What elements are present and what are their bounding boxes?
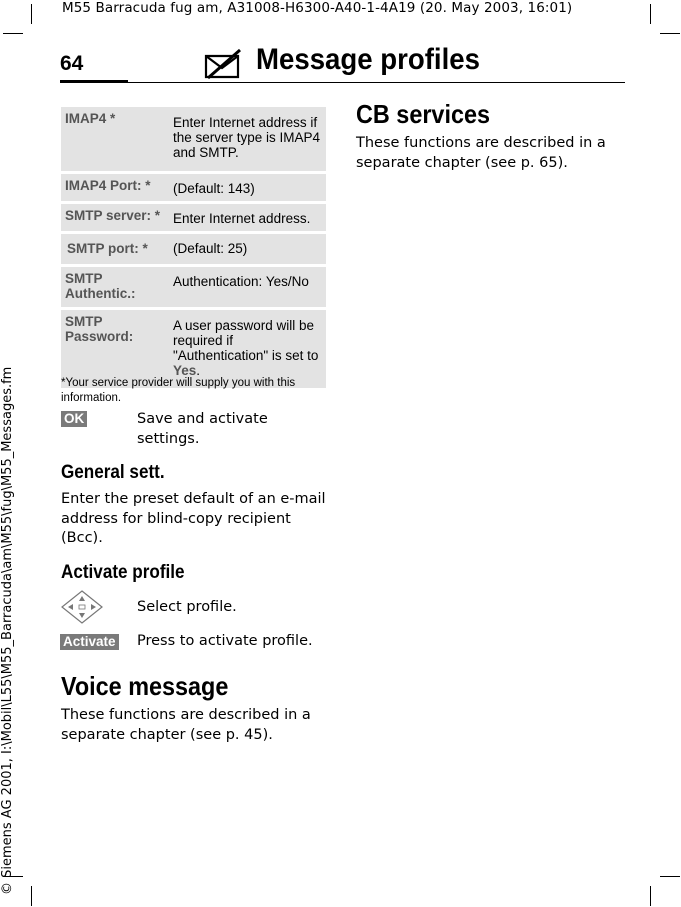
ok-description: Save and activate settings. <box>137 411 268 447</box>
setting-name: IMAP4 * <box>61 107 169 171</box>
cb-services-heading: CB services <box>356 99 491 129</box>
table-row <box>61 267 326 307</box>
setting-name: SMTP port: * <box>61 234 169 264</box>
footnote: *Your service provider will supply you with this information. <box>61 377 296 404</box>
general-sett-heading: General sett. <box>61 462 165 483</box>
setting-name: SMTP Password: <box>61 310 169 388</box>
voice-message-heading: Voice message <box>61 671 229 701</box>
settings-table <box>61 104 326 391</box>
description-text: A user password will be required if "Authentication" is set to <box>173 318 319 363</box>
crop-mark <box>650 886 651 906</box>
activate-softkey: Activate <box>60 634 119 650</box>
general-sett-text: Enter the preset default of an e-mail address for blind-copy recipient (Bcc). <box>61 491 326 546</box>
table-row <box>61 234 326 264</box>
page-number-rule <box>60 80 128 83</box>
voice-message-text: These functions are described in a separate chapter (see p. 45). <box>61 707 311 743</box>
header-rule <box>128 82 625 83</box>
table-row <box>61 174 326 201</box>
table-row <box>61 107 326 171</box>
crop-mark <box>3 33 23 34</box>
crop-mark <box>31 4 32 24</box>
crop-mark <box>660 876 680 877</box>
setting-description: Enter Internet address. <box>169 204 326 231</box>
yes-option: Yes <box>173 363 197 378</box>
cb-services-text: These functions are described in a separate chapter (see p. 65). <box>356 135 606 171</box>
page-number: 64 <box>60 52 84 75</box>
setting-description: (Default: 143) <box>169 174 326 201</box>
activate-profile-heading: Activate profile <box>61 562 185 583</box>
crop-mark <box>31 886 32 906</box>
side-file-path: © Siemens AG 2001, I:\Mobil\L55\M55_Barracuda\am\M55\fug\M55_Messages.fm <box>0 366 15 895</box>
setting-description: (Default: 25) <box>169 234 326 264</box>
setting-name: IMAP4 Port: * <box>61 174 169 201</box>
description-end: . <box>196 363 201 378</box>
select-profile-text: Select profile. <box>137 599 237 615</box>
crop-mark <box>660 33 680 34</box>
setting-description: Authentication: Yes/No <box>169 267 326 307</box>
envelope-message-icon <box>204 48 242 80</box>
table-row <box>61 204 326 231</box>
setting-description: Enter Internet address if the server type is IMAP4 and SMTP. <box>169 107 326 171</box>
setting-name: SMTP Authentic.: <box>61 267 169 307</box>
page-title: Message profiles <box>256 43 480 76</box>
navigation-key-icon <box>60 590 104 624</box>
running-head: M55 Barracuda fug am, A31008-H6300-A40-1-4A19 (20. May 2003, 16:01) <box>62 0 573 16</box>
setting-name: SMTP server: * <box>61 204 169 231</box>
ok-softkey: OK <box>61 411 87 427</box>
activate-profile-text: Press to activate profile. <box>137 633 313 649</box>
